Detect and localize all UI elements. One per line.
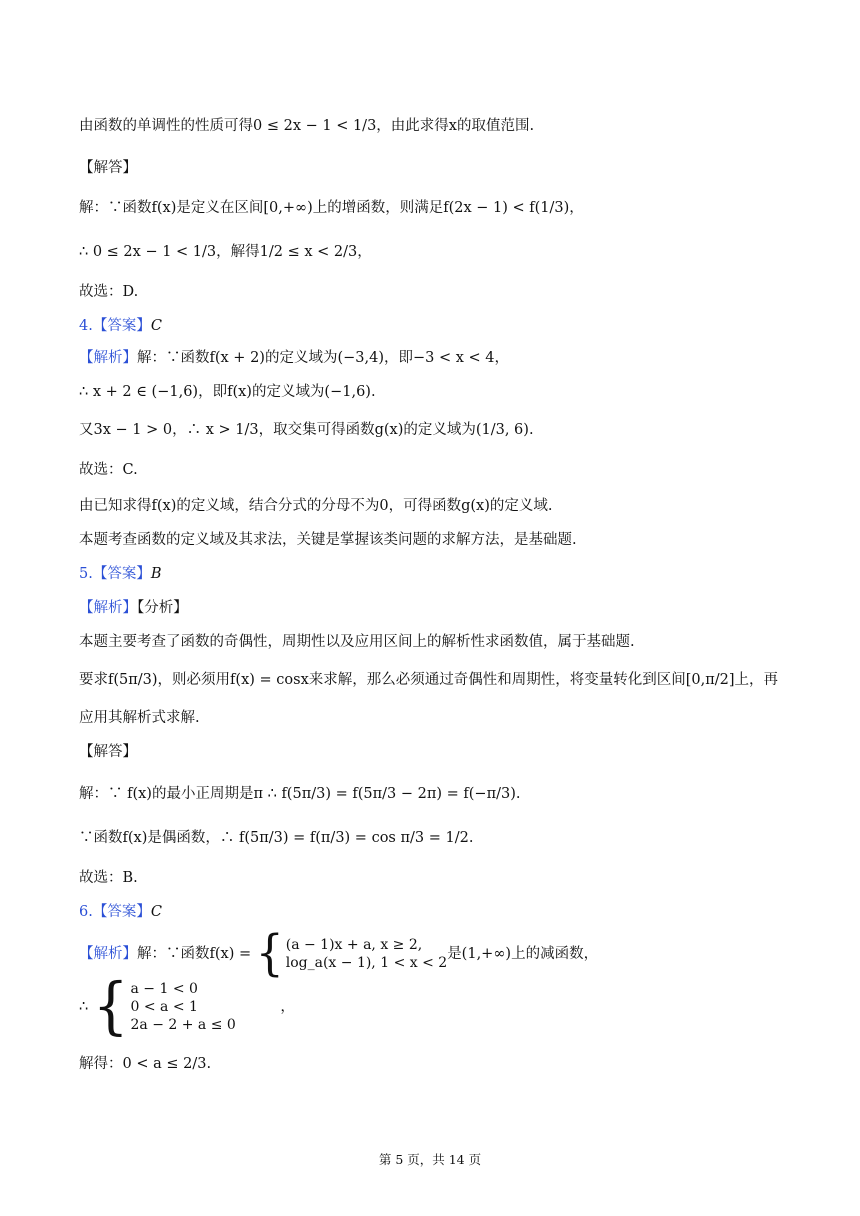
text-line: 应用其解析式求解.	[79, 710, 200, 726]
section-heading: 【解答】	[79, 744, 137, 760]
text-line: 解：∵ f(x)的最小正周期是π ∴ f(5π/3) = f(5π/3 − 2π) = f(−π/3).	[79, 786, 521, 802]
section-heading: 【解答】	[79, 160, 137, 176]
analysis-label: 【解析】	[79, 350, 137, 366]
answer-line	[79, 316, 162, 336]
answer-line	[79, 902, 162, 922]
text-span: 解：∵函数f(x) =	[137, 946, 252, 962]
therefore-symbol: ∴	[79, 999, 89, 1015]
answer-value: B	[150, 566, 162, 582]
system-line	[79, 970, 295, 1043]
text-line: 解得：0 < a ≤ 2/3.	[79, 1056, 212, 1072]
text-span: ，	[280, 999, 295, 1015]
answer-label: 6.【答案】	[79, 904, 151, 920]
piecewise-line	[79, 925, 599, 982]
analysis-label: 【解析】	[79, 600, 137, 616]
condition-3: 2a − 2 + a ≤ 0	[130, 1017, 236, 1033]
condition-1: a − 1 < 0	[130, 981, 198, 997]
piecewise-function	[255, 925, 448, 982]
text-line: 本题考查函数的定义域及其求法，关键是掌握该类问题的求解方法，是基础题.	[79, 532, 577, 548]
condition-2: 0 < a < 1	[130, 999, 198, 1015]
text-line: 解：∵函数f(x)是定义在区间[0,+∞)上的增函数，则满足f(2x − 1) < f(1/3)，	[79, 200, 584, 216]
text-line: ∵函数f(x)是偶函数，∴ f(5π/3) = f(π/3) = cos π/3 = 1/2.	[79, 830, 474, 846]
case-1: (a − 1)x + a, x ≥ 2,	[285, 937, 423, 953]
text-line: 故选：D.	[79, 284, 139, 300]
case-2: log_a(x − 1), 1 < x < 2	[285, 955, 448, 971]
text-span: 【分析】	[137, 600, 188, 616]
answer-value: C	[150, 904, 162, 920]
text-line: 由已知求得f(x)的定义域，结合分式的分母不为0，可得函数g(x)的定义域.	[79, 498, 553, 514]
text-line: 又3x − 1 > 0，∴ x > 1/3，取交集可得函数g(x)的定义域为(1/3, 6).	[79, 422, 534, 438]
analysis-line	[79, 348, 509, 368]
answer-label: 4.【答案】	[79, 318, 151, 334]
text-line: ∴ 0 ≤ 2x − 1 < 1/3，解得1/2 ≤ x < 2/3，	[79, 244, 372, 260]
text-line: 故选：B.	[79, 870, 138, 886]
analysis-label: 【解析】	[79, 946, 137, 962]
left-brace: {	[255, 925, 284, 982]
text-line: ∴ x + 2 ∈ (−1,6)，即f(x)的定义域为(−1,6).	[79, 384, 376, 400]
analysis-line	[79, 598, 188, 618]
text-line: 本题主要考查了函数的奇偶性，周期性以及应用区间上的解析性求函数值，属于基础题.	[79, 634, 635, 650]
left-brace: {	[92, 970, 129, 1043]
text-span: 解：∵函数f(x + 2)的定义域为(−3,4)，即−3 < x < 4，	[137, 350, 509, 366]
page-footer: 第 5 页，共 14 页	[378, 1152, 482, 1167]
inequality-system	[92, 970, 236, 1043]
answer-value: C	[150, 318, 162, 334]
text-span: 是(1,+∞)上的减函数，	[447, 946, 599, 962]
text-line: 要求f(5π/3)，则必须用f(x) = cosx来求解，那么必须通过奇偶性和周期性，将变量转化到区间[0,π/2]上，再	[79, 672, 779, 688]
text-line: 故选：C.	[79, 462, 138, 478]
answer-line	[79, 564, 162, 584]
text-line: 由函数的单调性的性质可得0 ≤ 2x − 1 < 1/3，由此求得x的取值范围.	[79, 118, 535, 134]
answer-label: 5.【答案】	[79, 566, 151, 582]
